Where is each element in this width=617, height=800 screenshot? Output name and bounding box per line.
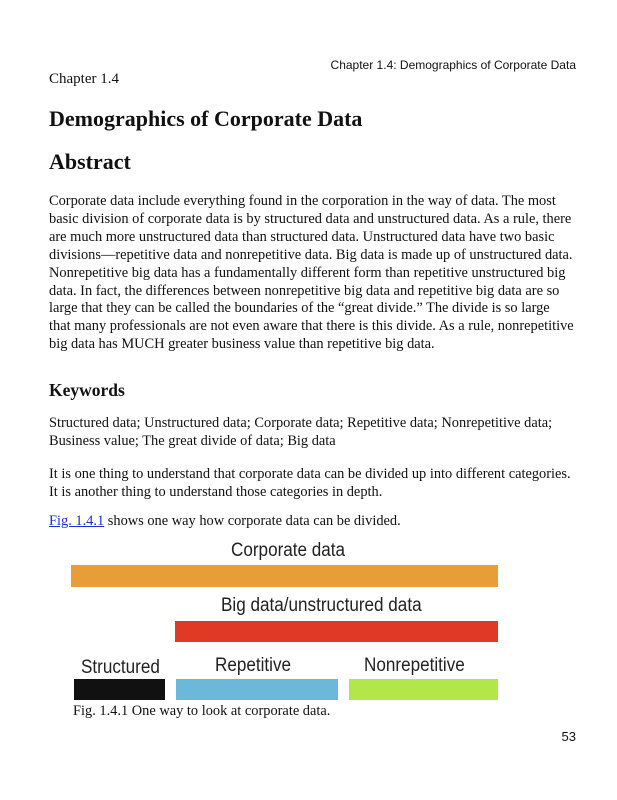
body-paragraph: It is one thing to understand that corporate data can be divided up into different categories. It is another thing to understand those categories in depth. xyxy=(49,466,571,500)
running-header: Chapter 1.4: Demographics of Corporate Data xyxy=(330,58,576,72)
figure-diagram xyxy=(0,540,617,710)
abstract-text: Corporate data include everything found in the corporation in the way of data. The most basic division of corporate data is by structured data and unstructured data. As a rule, there are much more unstructured data than structured data. Unstructured data have two basic divisions—repetitive data and nonrepetitive data. Big data is made up of unstructured data. Nonrepetitive big data has a fundamentally different form than repetitive unstructured big data. In fact, the differences between nonrepetitive big data and repetitive big data are so large that they can be called the boundaries of the “great divide.” The divide is so large that many professionals are not even aware that there is this divide. As a rule, nonrepetitive big data has MUCH greater business value than repetitive big data. xyxy=(49,193,574,353)
bigdata-bar xyxy=(175,621,498,642)
nonrepetitive-bar xyxy=(349,679,498,700)
keywords-text: Structured data; Unstructured data; Corporate data; Repetitive data; Nonrepetitive data; Business value; The great divide of data; Big data xyxy=(49,415,553,449)
figure-reference-text: shows one way how corporate data can be divided. xyxy=(104,513,401,529)
chapter-label: Chapter 1.4 xyxy=(49,71,119,87)
chapter-title: Demographics of Corporate Data xyxy=(49,106,363,131)
corporate-data-label: Corporate data xyxy=(231,540,346,561)
structured-label: Structured xyxy=(81,657,160,678)
bigdata-label: Big data/unstructured data xyxy=(221,595,422,616)
structured-bar xyxy=(74,679,165,700)
figure-link[interactable]: Fig. 1.4.1 xyxy=(49,513,105,529)
figure-caption: Fig. 1.4.1 One way to look at corporate data. xyxy=(73,703,331,719)
keywords-heading: Keywords xyxy=(49,380,125,400)
repetitive-label: Repetitive xyxy=(215,655,292,676)
nonrepetitive-label: Nonrepetitive xyxy=(364,655,465,676)
repetitive-bar xyxy=(176,679,338,700)
corporate-data-bar xyxy=(71,565,498,587)
abstract-heading: Abstract xyxy=(49,149,131,174)
figure-reference-paragraph xyxy=(49,513,401,531)
page-number: 53 xyxy=(561,729,576,744)
